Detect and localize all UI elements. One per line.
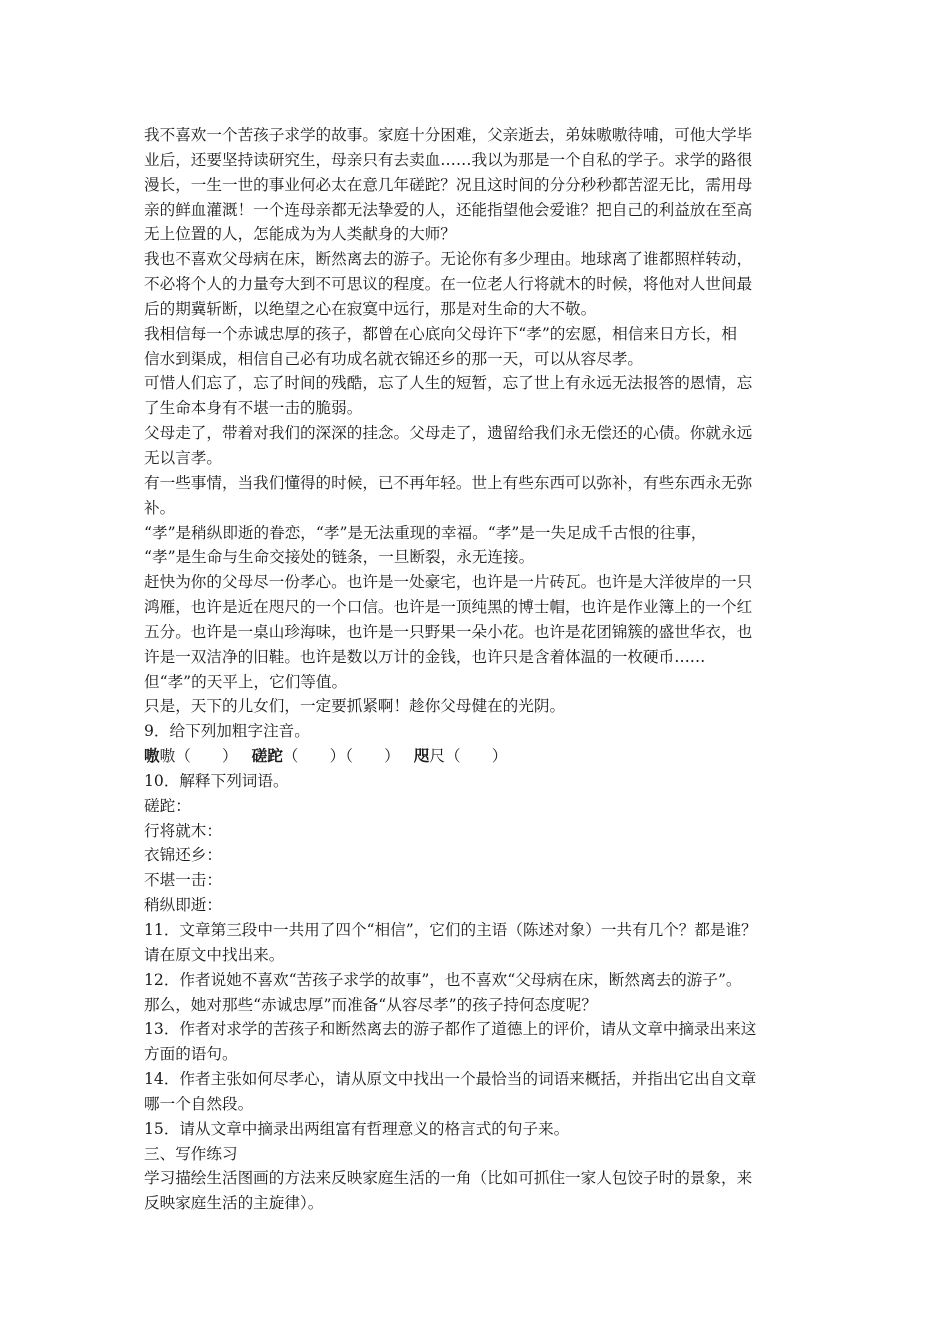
q9-item3-rest: 尺（ ） bbox=[429, 747, 508, 766]
passage-paragraph bbox=[144, 521, 810, 571]
passage-paragraph bbox=[144, 421, 810, 471]
text-line: 13．作者对求学的苦孩子和断然离去的游子都作了道德上的评价，请从文章中摘录出来这 bbox=[144, 1020, 757, 1039]
text-line: 有一些事情，当我们懂得的时候，已不再年轻。世上有些东西可以弥补，有些东西永无弥 bbox=[144, 473, 753, 492]
q10-term: 磋跎： bbox=[144, 796, 191, 815]
text-line: 哪一个自然段。 bbox=[144, 1094, 254, 1113]
text-line: 15．请从文章中摘录出两组富有哲理意义的格言式的句子来。 bbox=[144, 1119, 570, 1138]
q10-term: 衣锦还乡： bbox=[144, 846, 222, 865]
question-item bbox=[144, 918, 810, 968]
text-line: 无上位置的人，怎能成为为人类献身的大师？ bbox=[144, 225, 456, 244]
text-line: 许是一双洁净的旧鞋。也许是数以万计的金钱，也许只是含着体温的一枚硬币…… bbox=[144, 647, 706, 666]
text-line: 了生命本身有不堪一击的脆弱。 bbox=[144, 399, 363, 418]
q9-item2-bold: 磋跎 bbox=[251, 746, 283, 766]
text-line: 反映家庭生活的主旋律）。 bbox=[144, 1194, 324, 1213]
q9-item1-bold: 嗷 bbox=[144, 746, 160, 766]
text-line: 补。 bbox=[144, 498, 176, 517]
text-line: 不必将个人的力量夸大到不可思议的程度。在一位老人行将就木的时候，将他对人世间最 bbox=[144, 275, 753, 294]
passage-paragraph bbox=[144, 247, 810, 322]
question-9-items bbox=[144, 744, 810, 769]
reading-passage bbox=[144, 123, 810, 719]
q10-term: 不堪一击： bbox=[144, 871, 222, 890]
text-line: 只是，天下的儿女们，一定要抓紧啊！趁你父母健在的光阴。 bbox=[144, 697, 566, 716]
passage-paragraph bbox=[144, 694, 810, 719]
text-line: 业后，还要坚持读研究生，母亲只有去卖血……我以为那是一个自私的学子。求学的路很 bbox=[144, 150, 753, 169]
text-line: 无以言孝。 bbox=[144, 448, 222, 467]
passage-paragraph bbox=[144, 322, 810, 372]
text-line: 14．作者主张如何尽孝心，请从原文中找出一个最恰当的词语来概括，并指出它出自文章 bbox=[144, 1070, 757, 1089]
text-line: 我不喜欢一个苦孩子求学的故事。家庭十分困难，父亲逝去，弟妹嗷嗷待哺，可他大学毕 bbox=[144, 126, 753, 144]
text-line: “孝”是生命与生命交接处的链条，一旦断裂，永无连接。 bbox=[144, 548, 535, 567]
text-line: “孝”是稍纵即逝的眷恋，“孝”是无法重现的幸福。“孝”是一失足成千古恨的往事， bbox=[144, 523, 707, 542]
question-item bbox=[144, 1117, 810, 1142]
q10-term: 稍纵即逝： bbox=[144, 896, 222, 915]
document-page bbox=[144, 123, 810, 1216]
text-line: 我也不喜欢父母病在床，断然离去的游子。无论你有多少理由。地球离了谁都照样转动， bbox=[144, 250, 753, 269]
question-9-title: 9．给下列加粗字注音。 bbox=[144, 722, 310, 741]
text-line: 父母走了，带着对我们的深深的挂念。父母走了，遗留给我们永无偿还的心债。你就永远 bbox=[144, 424, 753, 443]
text-line: 信水到渠成，相信自己必有功成名就衣锦还乡的那一天，可以从容尽孝。 bbox=[144, 349, 644, 368]
passage-paragraph bbox=[144, 670, 810, 695]
question-item bbox=[144, 1067, 810, 1117]
q9-item2-rest: （ ）（ ） bbox=[282, 747, 400, 766]
text-line: 11．文章第三段中一共用了四个“相信”，它们的主语（陈述对象）一共有几个？都是谁？ bbox=[144, 921, 757, 939]
text-line: 可惜人们忘了，忘了时间的残酷，忘了人生的短暂，忘了世上有永远无法报答的恩情，忘 bbox=[144, 374, 753, 393]
passage-paragraph bbox=[144, 471, 810, 521]
text-line: 五分。也许是一桌山珍海味，也许是一只野果一朵小花。也许是花团锦簇的盛世华衣，也 bbox=[144, 622, 753, 641]
text-line: 后的期冀斩断，以绝望之心在寂寞中远行，那是对生命的大不敬。 bbox=[144, 299, 597, 318]
question-10-title: 10．解释下列词语。 bbox=[144, 771, 289, 790]
text-line: 但“孝”的天平上，它们等值。 bbox=[144, 672, 348, 691]
text-line: 亲的鲜血灌溉！一个连母亲都无法挚爱的人，还能指望他会爱谁？把自己的利益放在至高 bbox=[144, 200, 753, 219]
text-line: 请在原文中找出来。 bbox=[144, 945, 285, 964]
question-item bbox=[144, 968, 810, 1018]
text-line: 学习描绘生活图画的方法来反映家庭生活的一角（比如可抓住一家人包饺子时的景象，来 bbox=[144, 1169, 753, 1188]
text-line: 方面的语句。 bbox=[144, 1045, 238, 1064]
text-line: 鸿雁，也许是近在咫尺的一个口信。也许是一顶纯黑的博士帽，也许是作业簿上的一个红 bbox=[144, 598, 753, 617]
passage-paragraph bbox=[144, 371, 810, 421]
passage-paragraph bbox=[144, 123, 810, 247]
q9-item3-bold: 咫 bbox=[413, 746, 430, 766]
text-line: 12．作者说她不喜欢“苦孩子求学的故事”，也不喜欢“父母病在床，断然离去的游子”。 bbox=[144, 970, 742, 989]
q10-term: 行将就木： bbox=[144, 821, 222, 840]
text-line: 那么，她对那些“赤诚忠厚”而准备“从容尽孝”的孩子持何态度呢？ bbox=[144, 995, 597, 1014]
section-3-title: 三、写作练习 bbox=[144, 1144, 238, 1163]
q9-item1-rest: 嗷（ ） bbox=[159, 747, 238, 766]
passage-paragraph bbox=[144, 570, 810, 669]
question-item bbox=[144, 1017, 810, 1067]
text-line: 赶快为你的父母尽一份孝心。也许是一处豪宅，也许是一片砖瓦。也许是大洋彼岸的一只 bbox=[144, 573, 753, 592]
questions-list bbox=[144, 918, 810, 1142]
text-line: 我相信每一个赤诚忠厚的孩子，都曾在心底向父母许下“孝”的宏愿，相信来日方长，相 bbox=[144, 324, 737, 343]
section-3-body bbox=[144, 1166, 810, 1216]
text-line: 漫长，一生一世的事业何必太在意几年磋跎？况且这时间的分分秒秒都苦涩无比，需用母 bbox=[144, 175, 753, 194]
